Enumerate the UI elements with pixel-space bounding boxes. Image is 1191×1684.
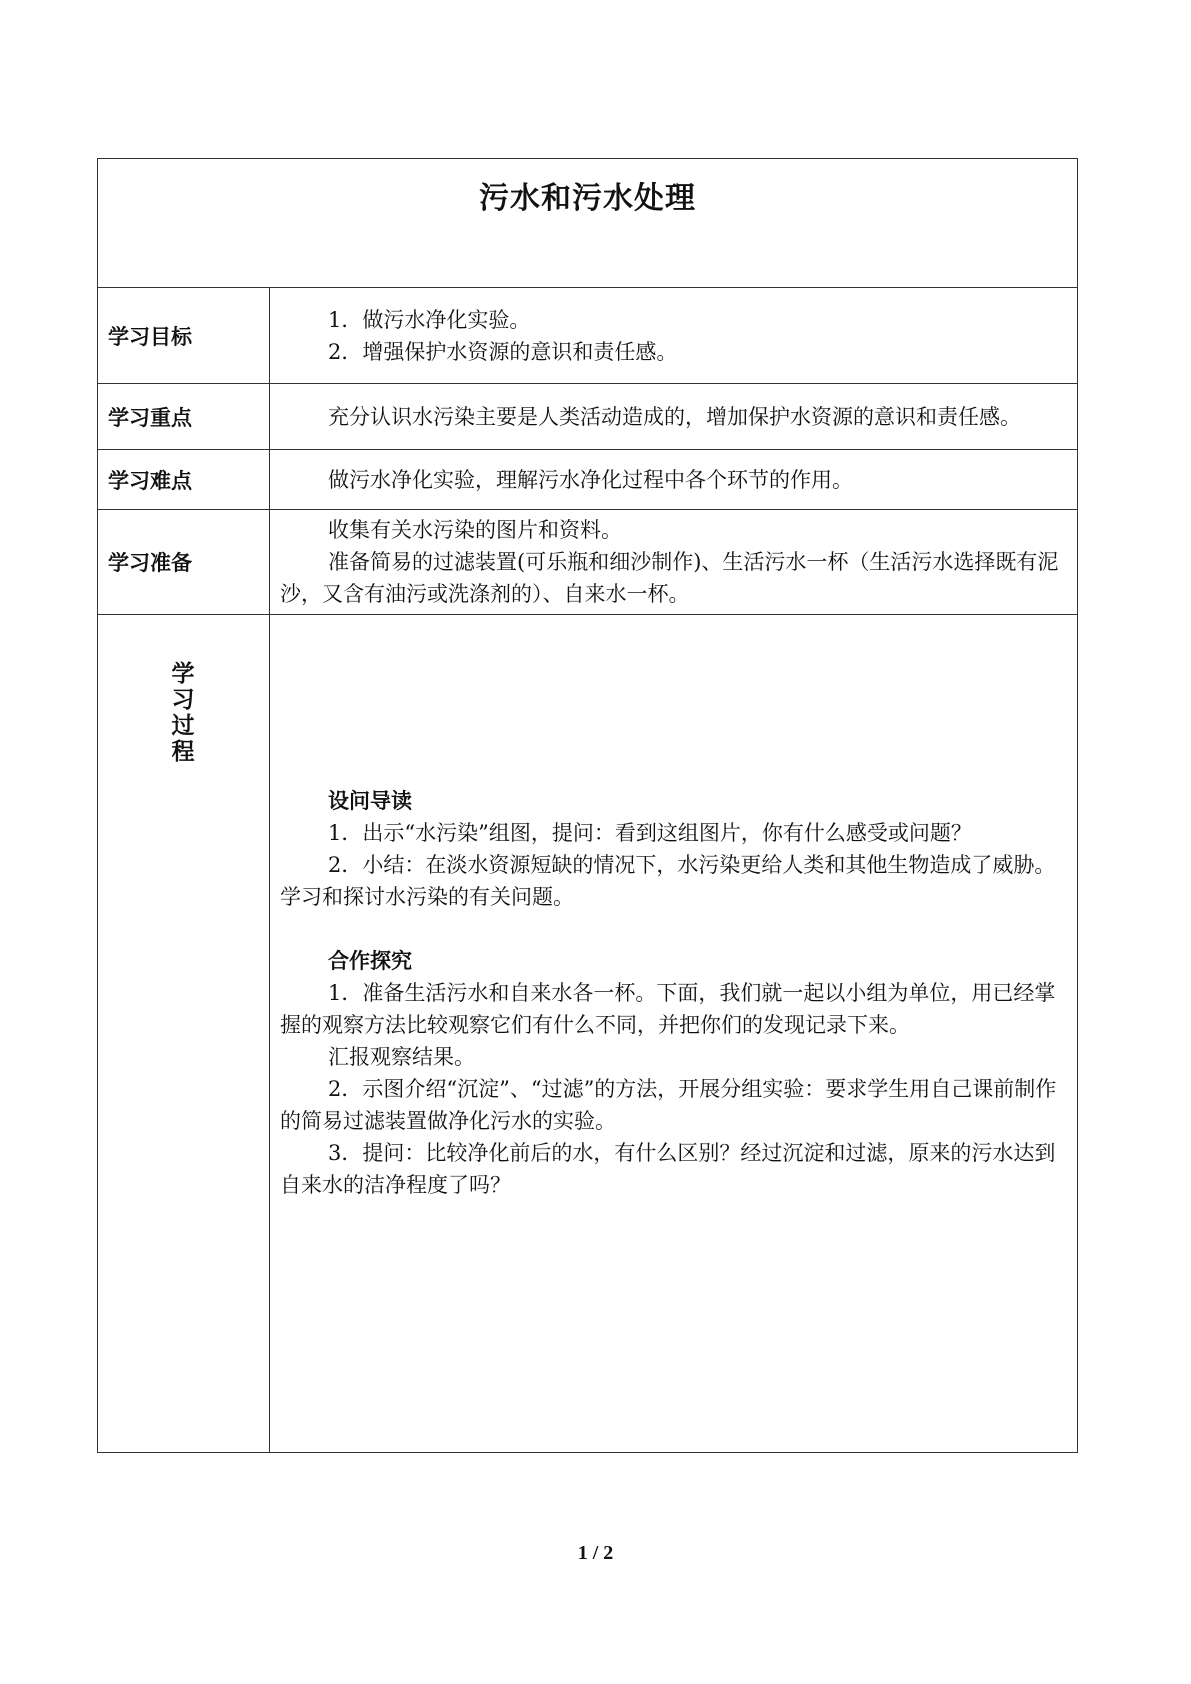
goals-label: 学习目标 [98,288,270,384]
prep-line: 准备简易的过滤装置(可乐瓶和细沙制作)、生活污水一杯（生活污水选择既有泥沙，又含有油污或洗涤剂的）、自来水一杯。 [280,550,1059,606]
goal-item: 2．增强保护水资源的意识和责任感。 [328,339,678,364]
page-number: 1 / 2 [577,1542,614,1564]
process-item: 3．提问：比较净化前后的水，有什么区别？经过沉淀和过滤，原来的污水达到自来水的洁净程度了吗？ [280,1141,1056,1197]
process-item: 2．示图介绍“沉淀”、“过滤”的方法，开展分组实验：要求学生用自己课前制作的简易过滤装置做净化污水的实验。 [280,1077,1057,1133]
prep-content [270,510,1078,615]
spacer [280,913,1067,945]
process-item: 1．出示“水污染”组图，提问：看到这组图片，你有什么感受或问题？ [328,821,972,845]
focus-text: 充分认识水污染主要是人类活动造成的，增加保护水资源的意识和责任感。 [328,404,1021,429]
title-cell [98,159,1078,288]
prep-row [98,510,1078,615]
process-row [98,615,1078,1453]
difficulty-content [270,450,1078,510]
focus-row [98,384,1078,450]
title-row [98,159,1078,288]
section-heading: 设问导读 [328,789,412,813]
difficulty-label: 学习难点 [98,450,270,510]
focus-content [270,384,1078,450]
process-item: 1．准备生活污水和自来水各一杯。下面，我们就一起以小组为单位，用已经掌握的观察方法比较观察它们有什么不同，并把你们的发现记录下来。 [280,981,1056,1037]
document-title: 污水和污水处理 [479,181,696,216]
prep-line: 收集有关水污染的图片和资料。 [328,518,622,542]
lesson-plan-table [97,158,1078,1453]
prep-label: 学习准备 [98,510,270,615]
difficulty-text: 做污水净化实验，理解污水净化过程中各个环节的作用。 [328,467,853,492]
focus-label: 学习重点 [98,384,270,450]
section-heading: 合作探究 [328,949,412,973]
goals-row [98,288,1078,384]
goals-content [270,288,1078,384]
goal-item: 1．做污水净化实验。 [328,307,531,332]
difficulty-row [98,450,1078,510]
process-content [270,615,1078,1453]
process-item: 2．小结：在淡水资源短缺的情况下，水污染更给人类和其他生物造成了威胁。学习和探讨水污染的有关问题。 [280,853,1056,909]
process-label: 学习过程 [171,661,195,765]
process-item: 汇报观察结果。 [328,1045,475,1069]
process-label-cell [98,615,270,1453]
